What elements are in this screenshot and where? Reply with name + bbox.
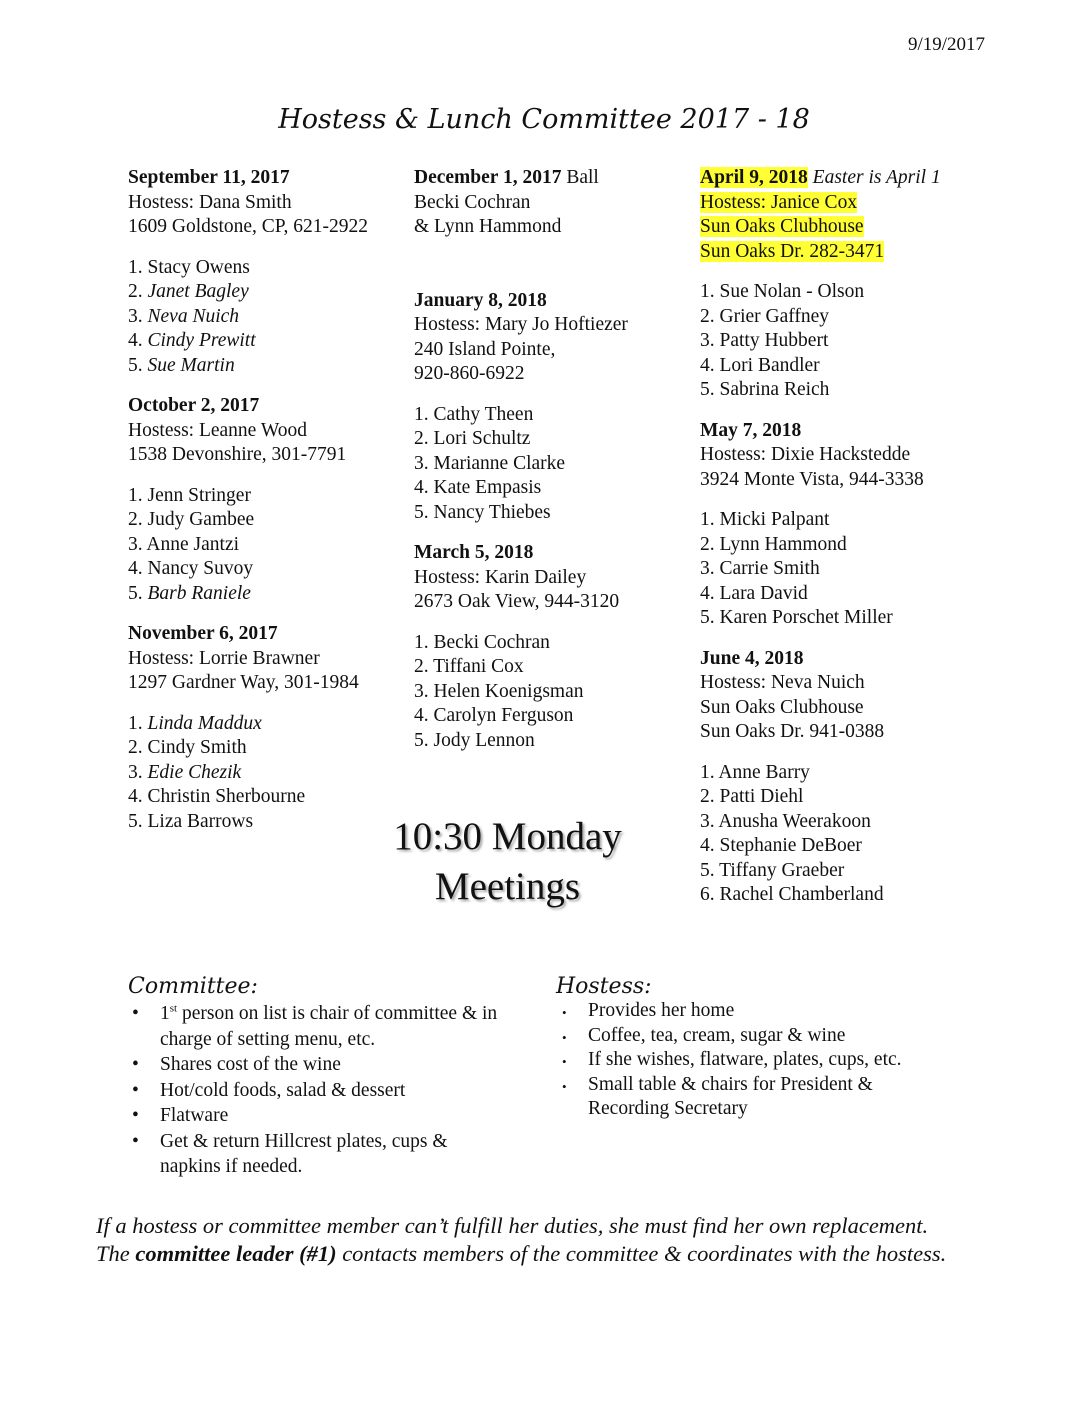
meeting-address: 1297 Gardner Way, 301-1984 — [128, 672, 359, 693]
list-item: • Flatware — [128, 1103, 508, 1129]
meeting-address: 240 Island Pointe, — [414, 338, 556, 360]
committee-member: 1. Becki Cochran — [414, 631, 550, 653]
column-fall — [128, 166, 368, 834]
committee-member: 3. Marianne Clarke — [414, 452, 566, 474]
committee-member: 2. Judy Gambee — [128, 509, 255, 530]
committee-duties-list — [128, 1001, 508, 1180]
meeting-hostess: Hostess: Karin Dailey — [414, 566, 587, 588]
list-item: • Shares cost of the wine — [128, 1052, 508, 1078]
list-item: • 1st person on list is chair of committee & in charge of setting menu, etc. — [128, 1001, 508, 1052]
committee-member: 3. Helen Koenigsman — [414, 680, 584, 702]
meeting-address: 920-860-6922 — [414, 363, 525, 384]
meeting-hostess: & Lynn Hammond — [414, 216, 562, 237]
committee-member: 3. Patty Hubbert — [700, 330, 829, 351]
committee-member: 4. Carolyn Ferguson — [414, 705, 574, 726]
committee-member: 4. Lara David — [700, 582, 808, 604]
committee-member: 4. Christin Sherbourne — [128, 786, 306, 807]
committee-member: 2. Tiffani Cox — [414, 656, 524, 677]
committee-member: 6. Rachel Chamberland — [700, 884, 884, 905]
committee-duties — [128, 974, 508, 1180]
meeting-hostess: Hostess: Leanne Wood — [128, 419, 307, 441]
meeting-hostess: Hostess: Dixie Hackstedde — [700, 444, 911, 465]
committee-member: 2. Patti Diehl — [700, 786, 804, 807]
committee-member: 5. Barb Raniele — [128, 582, 251, 604]
document-date: 9/19/2017 — [907, 34, 985, 55]
list-item: • Get & return Hillcrest plates, cups & napkins if needed. — [128, 1129, 508, 1180]
note-line: The committee leader (#1) contacts members of the committee & coordinates with the hostess. — [96, 1241, 947, 1266]
column-spring — [700, 166, 941, 908]
list-item: • Provides her home — [556, 999, 956, 1024]
meeting-date: January 8, 2018 — [414, 289, 547, 311]
list-item: • If she wishes, flatware, plates, cups, etc. — [556, 1048, 956, 1073]
meeting-december — [414, 166, 628, 240]
committee-member: 1. Jenn Stringer — [128, 484, 251, 506]
committee-member: 2. Cindy Smith — [128, 737, 247, 758]
committee-member: 1. Anne Barry — [700, 761, 810, 783]
meeting-date: March 5, 2018 — [414, 542, 534, 563]
meeting-june — [700, 647, 941, 908]
meeting-address: Sun Oaks Clubhouse — [700, 696, 864, 718]
committee-member: 3. Edie Chezik — [128, 761, 242, 783]
committee-member: 1. Sue Nolan - Olson — [700, 281, 865, 302]
committee-member: 5. Liza Barrows — [128, 810, 254, 832]
meeting-time-callout — [355, 812, 660, 912]
hostess-duties — [556, 974, 956, 1122]
list-item: • Coffee, tea, cream, sugar & wine — [556, 1024, 956, 1049]
committee-member: 4. Lori Bandler — [700, 354, 820, 376]
meeting-hostess: Hostess: Neva Nuich — [700, 672, 865, 693]
committee-member: 4. Stephanie DeBoer — [700, 835, 862, 856]
replacement-note — [96, 1212, 1036, 1268]
committee-member: 1. Cathy Theen — [414, 403, 534, 425]
committee-member: 5. Karen Porschet Miller — [700, 607, 893, 628]
meeting-may — [700, 419, 941, 631]
meeting-time-line: Meetings — [434, 865, 581, 908]
committee-member: 5. Nancy Thiebes — [414, 501, 551, 523]
meeting-date: April 9, 2018 Easter is April 1 — [700, 167, 941, 188]
meeting-april — [700, 166, 941, 403]
meeting-hostess: Hostess: Lorrie Brawner — [128, 647, 320, 669]
committee-member: 3. Neva Nuich — [128, 305, 240, 327]
meeting-hostess: Hostess: Mary Jo Hoftiezer — [414, 314, 628, 335]
committee-member: 2. Lynn Hammond — [700, 533, 847, 555]
meeting-date: May 7, 2018 — [700, 419, 802, 441]
committee-member: 4. Cindy Prewitt — [128, 330, 256, 351]
list-item: • Hot/cold foods, salad & dessert — [128, 1078, 508, 1104]
committee-member: 3. Carrie Smith — [700, 558, 820, 579]
meeting-date: September 11, 2017 — [128, 167, 290, 188]
meeting-september — [128, 166, 368, 378]
meeting-hostess: Hostess: Dana Smith — [128, 191, 292, 213]
committee-member: 3. Anusha Weerakoon — [700, 810, 871, 832]
committee-member: 3. Anne Jantzi — [128, 533, 240, 555]
committee-member: 4. Nancy Suvoy — [128, 558, 254, 579]
committee-member: 1. Micki Palpant — [700, 509, 830, 530]
meeting-november — [128, 622, 368, 834]
committee-member: 5. Tiffany Graeber — [700, 859, 845, 881]
meeting-address: 1609 Goldstone, CP, 621-2922 — [128, 216, 368, 237]
meeting-january — [414, 289, 628, 526]
meeting-address: Sun Oaks Clubhouse — [700, 216, 864, 237]
list-item: • Small table & chairs for President & Recording Secretary — [556, 1073, 956, 1122]
committee-member: 5. Jody Lennon — [414, 729, 535, 751]
meeting-hostess: Becki Cochran — [414, 191, 531, 213]
committee-member: 2. Lori Schultz — [414, 428, 531, 449]
hostess-duties-list — [556, 999, 956, 1122]
committee-member: 5. Sabrina Reich — [700, 379, 830, 400]
committee-member: 4. Kate Empasis — [414, 477, 542, 498]
meeting-address: 1538 Devonshire, 301-7791 — [128, 444, 347, 465]
hostess-heading: Hostess: — [556, 974, 652, 999]
meeting-address: 3924 Monte Vista, 944-3338 — [700, 468, 924, 490]
meeting-hostess: Hostess: Janice Cox — [700, 191, 858, 213]
committee-member: 1. Stacy Owens — [128, 256, 250, 278]
note-line: If a hostess or committee member can’t fulfill her duties, she must find her own replacement. — [96, 1213, 929, 1238]
meeting-time-line: 10:30 Monday — [393, 815, 622, 858]
meeting-date: October 2, 2017 — [128, 395, 260, 416]
meeting-march — [414, 541, 628, 753]
meeting-october — [128, 394, 368, 606]
committee-member: 2. Janet Bagley — [128, 281, 249, 302]
meeting-date: November 6, 2017 — [128, 623, 278, 644]
committee-member: 5. Sue Martin — [128, 354, 235, 376]
meeting-address: Sun Oaks Dr. 941-0388 — [700, 721, 885, 742]
column-winter — [414, 166, 628, 753]
committee-member: 2. Grier Gaffney — [700, 305, 830, 327]
meeting-date: June 4, 2018 — [700, 647, 804, 669]
document-title: Hostess & Lunch Committee 2017 - 18 — [278, 104, 810, 135]
meeting-address: Sun Oaks Dr. 282-3471 — [700, 240, 885, 262]
committee-member: 1. Linda Maddux — [128, 712, 262, 734]
meeting-date: December 1, 2017 Ball — [414, 167, 599, 188]
committee-heading: Committee: — [128, 974, 258, 999]
meeting-address: 2673 Oak View, 944-3120 — [414, 591, 620, 612]
